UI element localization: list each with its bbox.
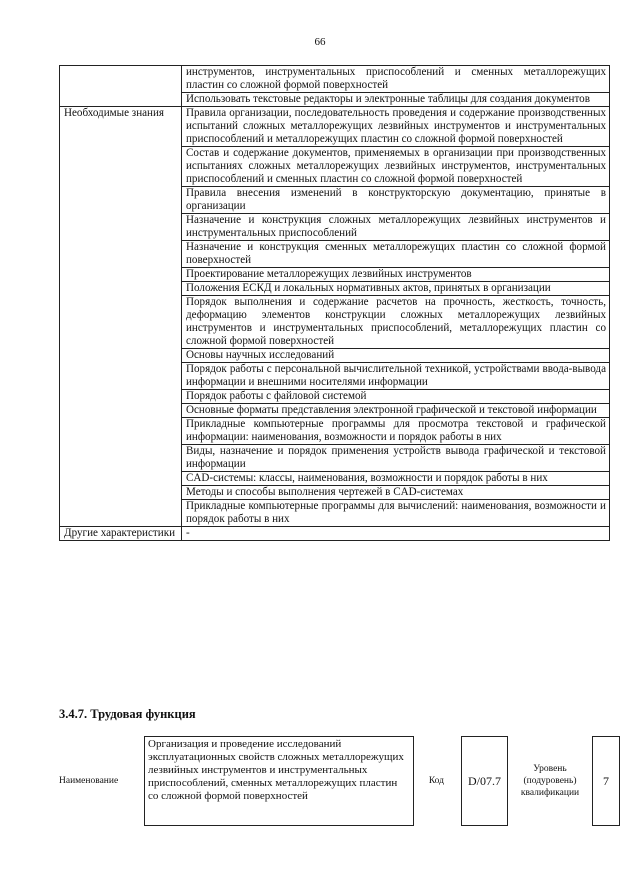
requirement-item: Порядок выполнения и содержание расчетов на прочность, жесткость, точность, деформацию элементов конструкции сложных металлорежущих лезвийных инструментов и инструментальных приспособлений, металлорежущих пластин со сложной формой поверхностей <box>182 296 610 349</box>
page-number: 66 <box>314 36 326 48</box>
requirement-item: Положения ЕСКД и локальных нормативных актов, принятых в организации <box>182 282 610 296</box>
function-name-value: Организация и проведение исследований эксплуатационных свойств сложных металлорежущих лезвийных инструментов и инструментальных приспособлений, сменных металлорежущих пластин со сложной формой поверхностей <box>145 737 414 826</box>
requirement-item: Назначение и конструкция сменных металлорежущих пластин со сложной формой поверхностей <box>182 241 610 268</box>
row-label: Необходимые знания <box>60 107 182 527</box>
section-title: 3.4.7. Трудовая функция <box>59 707 196 721</box>
requirement-item: - <box>182 527 610 541</box>
requirement-item: Основные форматы представления электронной графической и текстовой информации <box>182 404 610 418</box>
level-value: 7 <box>593 737 620 826</box>
requirement-item: Методы и способы выполнения чертежей в CAD-системах <box>182 486 610 500</box>
requirement-item: Порядок работы с персональной вычислительной техникой, устройствами ввода-вывода информации и внешними носителями информации <box>182 363 610 390</box>
table-row <box>60 107 610 147</box>
requirement-item: Правила внесения изменений в конструкторскую документацию, принятые в организации <box>182 187 610 214</box>
requirement-item: Прикладные компьютерные программы для просмотра текстовой и графической информации: наименования, возможности и порядок работы в них <box>182 418 610 445</box>
level-label: Уровень (подуровень) квалификации <box>520 764 580 798</box>
requirement-item: CAD-системы: классы, наименования, возможности и порядок работы в них <box>182 472 610 486</box>
requirement-item: Использовать текстовые редакторы и электронные таблицы для создания документов <box>182 93 610 107</box>
requirement-item: Виды, назначение и порядок применения устройств вывода графической и текстовой информации <box>182 445 610 472</box>
requirement-item: Назначение и конструкция сложных металлорежущих лезвийных инструментов и инструментальных приспособлений <box>182 214 610 241</box>
requirement-item: Правила организации, последовательность проведения и содержание производственных испытаний сложных металлорежущих лезвийных инструментов и инструментальных приспособлений и металлорежущих пластин со сложной формой поверхностей <box>182 107 610 147</box>
requirement-item: Проектирование металлорежущих лезвийных инструментов <box>182 268 610 282</box>
requirement-item: Прикладные компьютерные программы для вычислений: наименования, возможности и порядок работы в них <box>182 500 610 527</box>
code-label: Код <box>428 775 444 786</box>
row-label <box>60 66 182 107</box>
labor-function-table <box>59 736 620 826</box>
requirement-item: инструментов, инструментальных приспособлений и сменных металлорежущих пластин со сложной формой поверхностей <box>182 66 610 93</box>
table-row <box>60 527 610 541</box>
requirement-item: Порядок работы с файловой системой <box>182 390 610 404</box>
requirement-item: Основы научных исследований <box>182 349 610 363</box>
table-row <box>60 66 610 93</box>
row-label: Другие характеристики <box>60 527 182 541</box>
code-value: D/07.7 <box>462 737 508 826</box>
name-label: Наименование <box>59 775 119 786</box>
requirement-item: Состав и содержание документов, применяемых в организации при производственных испытаниях сложных металлорежущих лезвийных инструментов, инструментальных приспособлений и сменных пластин со сложной формой поверхностей <box>182 147 610 187</box>
skills-knowledge-table <box>59 65 610 541</box>
